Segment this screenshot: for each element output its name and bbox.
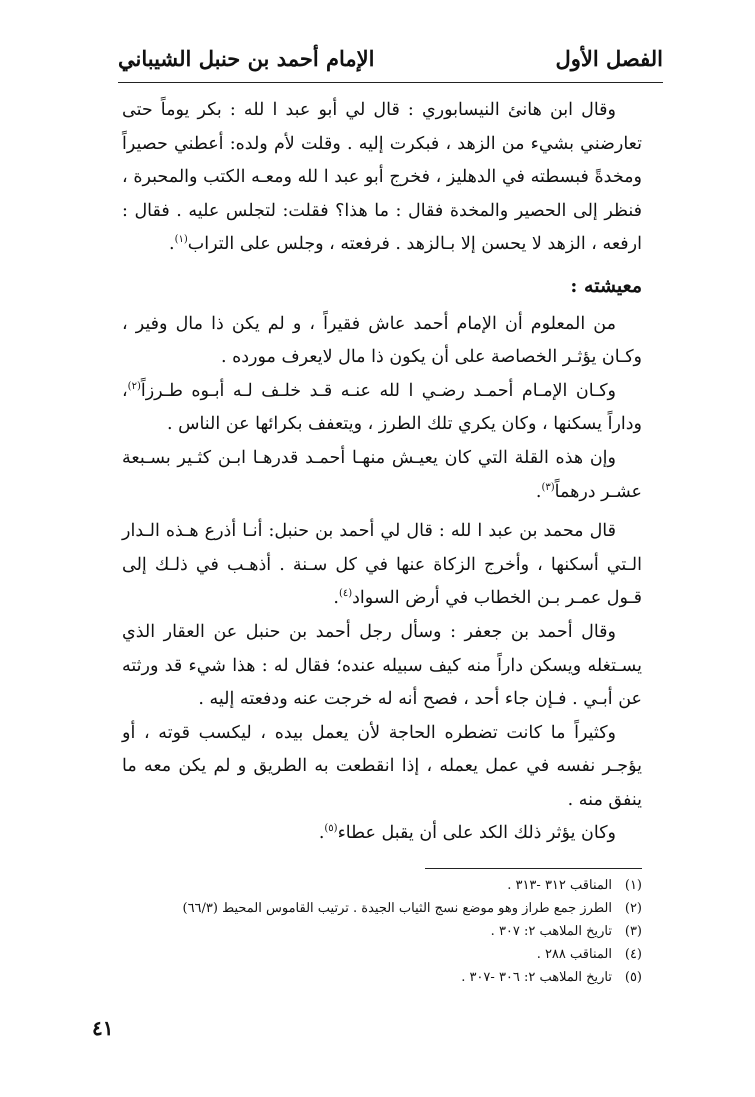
footnote bbox=[150, 943, 642, 966]
footnote bbox=[150, 897, 642, 920]
footnote-text: المناقب ٢٨٨ . bbox=[536, 947, 612, 962]
running-header bbox=[118, 36, 663, 80]
footnote-number: (٤) bbox=[624, 947, 642, 962]
paragraph: قال محمد بن عبد ا لله : قال لي أحمد بن حنبل: أنـا أذرع هـذه الـدار الـتي أسكنها ، وأخرج الزكاة عنها في كل سـنة . أذهـب في ذلـك إلى قـول عمـر بـن الخطاب في أرض السواد$^{(٤)}$. bbox=[122, 521, 642, 609]
paragraph: وإن هذه القلة التي كان يعيـش منهـا أحمـد قدرهـا ابـن كثـير بسـبعة عشـر درهماً$^{(٣)}$. bbox=[122, 447, 642, 502]
footnote-ref: (٤) bbox=[338, 588, 353, 600]
footnote-ref: (١) bbox=[174, 234, 188, 246]
paragraph: وقال ابن هانئ النيسابوري : قال لي أبو عبد ا لله : بكر يوماً حتى تعارضني بشيء من الزهد ، فبكرت إليه . وقلت لأم ولده: أعطني حصيراً ومخدةً فبسطته في الدهليز ، فخرج أبو عبد ا لله ومعـه الكتب والمحبرة ، فنظر إلى الحصير والمخدة فقال : ما هذا؟ فقلت: لتجلس عليه . فقال : ارفعه ، الزهد لا يحسن إلا بـالزهد . فرفعته ، وجلس على التراب$^{(١)}$. bbox=[122, 100, 642, 255]
footnote-text: تاريخ الملاهب ٢: ٣٠٦ -٣٠٧ . bbox=[461, 970, 612, 985]
footnote-number: (٥) bbox=[624, 970, 642, 985]
book-title: الإمام أحمد بن حنبل الشيباني bbox=[118, 45, 375, 71]
footnote-divider bbox=[425, 868, 642, 869]
footnote-text: الطرز جمع طراز وهو موضع نسج الثياب الجيدة . ترتيب القاموس المحيط (٦٦/٣) bbox=[182, 901, 612, 916]
footnote-number: (٣) bbox=[624, 924, 642, 939]
footnote bbox=[150, 920, 642, 943]
paragraph: وكان يؤثر ذلك الكد على أن يقبل عطاء$^{(٥)}$. bbox=[318, 823, 616, 844]
footnote bbox=[150, 966, 642, 989]
footnote-text: تاريخ الملاهب ٢: ٣٠٧ . bbox=[490, 924, 612, 939]
footnotes bbox=[150, 874, 642, 989]
footnote-ref: (٥) bbox=[324, 823, 338, 835]
paragraph: وكـان الإمـام أحمـد رضـي ا لله عنـه قـد خلـف لـه أبـوه طـرزاً$^{(٢)}$، وداراً يسكنها ، وكان يكري تلك الطرز ، ويتعفف بكرائها عن الناس . bbox=[122, 380, 642, 435]
paragraph: وقال أحمد بن جعفر : وسأل رجل أحمد بن حنبل عن العقار الذي يسـتغله ويسكن داراً منه كيف سبيله عنده؛ فقال له : هذا شيء قد ورثته عن أبـي . فـإن جاء أحد ، فصح أنه له خرجت عنه ودفعته إليه . bbox=[122, 621, 642, 710]
footnote bbox=[150, 874, 642, 897]
header-divider bbox=[118, 82, 663, 83]
footnote-ref: (٢) bbox=[127, 380, 141, 392]
footnote-ref: (٣) bbox=[541, 481, 555, 493]
section-heading: معيشته : bbox=[570, 274, 642, 297]
footnote-number: (١) bbox=[624, 878, 642, 893]
body-text bbox=[122, 94, 642, 851]
footnote-number: (٢) bbox=[624, 901, 642, 916]
paragraph: وكثيراً ما كانت تضطره الحاجة لأن يعمل بيده ، ليكسب قوته ، أو يؤجـر نفسه في عمل يعمله ، إذا انقطعت به الطريق و لم يكن معه ما ينفق منه . bbox=[122, 722, 642, 810]
page-number: ٤١ bbox=[92, 1016, 114, 1040]
paragraph: من المعلوم أن الإمام أحمد عاش فقيراً ، و لم يكن ذا مال وفير ، وكـان يؤثـر الخصاصة على أن يكون ذا مال لايعرف مورده . bbox=[122, 313, 642, 368]
chapter-title: الفصل الأول bbox=[555, 45, 663, 71]
footnote-text: المناقب ٣١٢ -٣١٣ . bbox=[507, 878, 612, 893]
